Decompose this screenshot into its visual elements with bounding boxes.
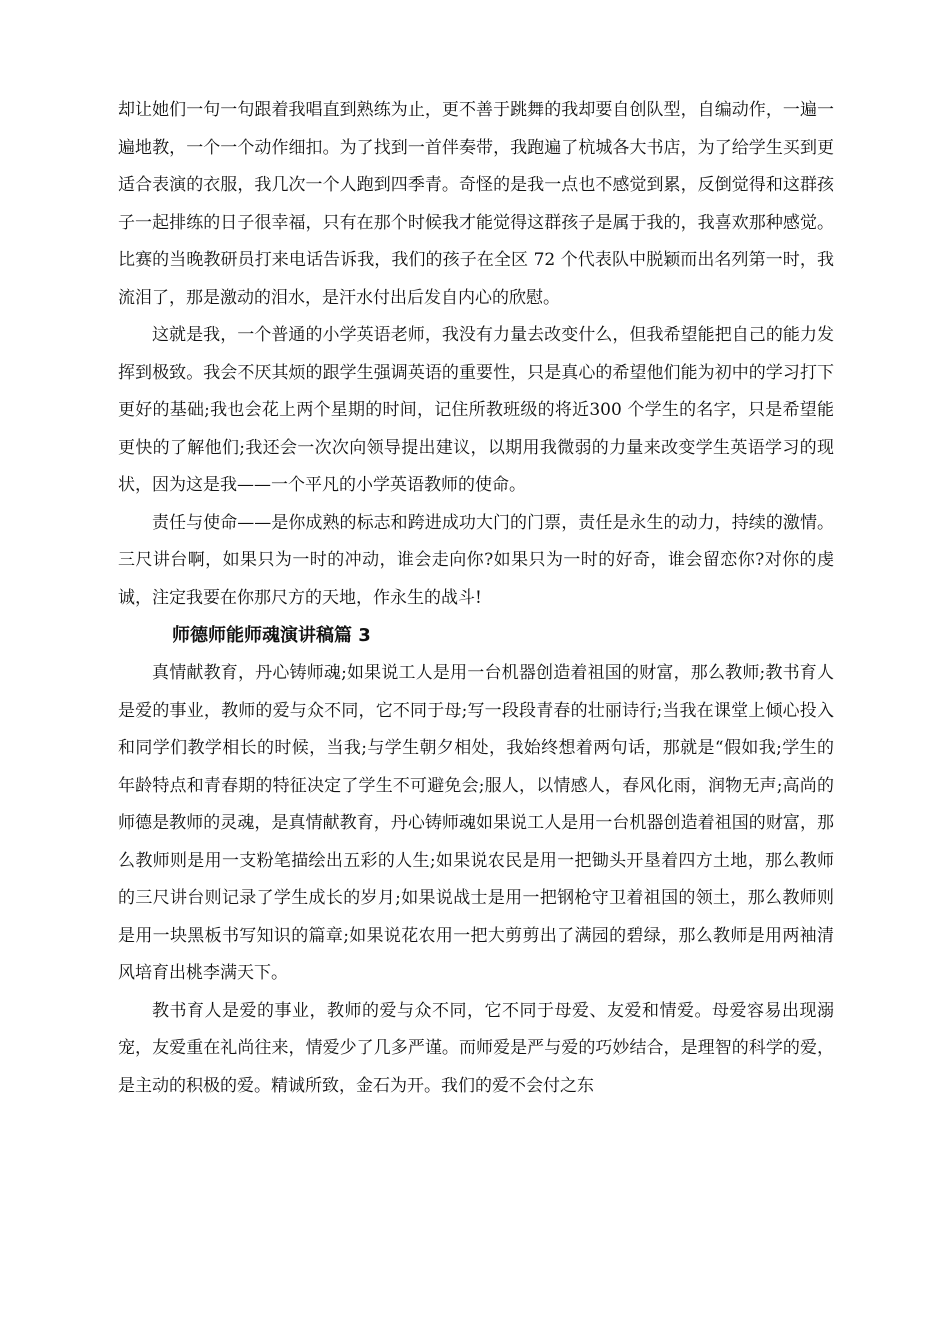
paragraph-teacher-love: 教书育人是爱的事业，教师的爱与众不同，它不同于母爱、友爱和情爱。母爱容易出现溺宠，友爱重在礼尚往来，情爱少了几多严谨。而师爱是严与爱的巧妙结合，是理智的科学的爱，是主动的积极的爱。精诚所致，金石为开。我们的爱不会付之东 bbox=[118, 1000, 834, 1096]
section-heading: 师德师能师魂演讲稿篇 3 bbox=[172, 625, 371, 646]
paragraph-responsibility: 责任与使命——是你成熟的标志和跨进成功大门的门票，责任是永生的动力，持续的激情。三尺讲台啊，如果只为一时的冲动，谁会走向你?如果只为一时的好奇，谁会留恋你?对你的虔诚，注定我要在你那尺方的天地，作永生的战斗! bbox=[118, 512, 834, 608]
document-page bbox=[118, 92, 834, 1105]
paragraph-devotion: 真情献教育，丹心铸师魂;如果说工人是用一台机器创造着祖国的财富，那么教师;教书育人是爱的事业，教师的爱与众不同，它不同于母;写一段段青春的壮丽诗行;当我在课堂上倾心投入和同学们教学相长的时候，当我;与学生朝夕相处，我始终想着两句话，那就是“假如我;学生的年龄特点和青春期的特征决定了学生不可避免会;服人，以情感人，春风化雨，润物无声;高尚的师德是教师的灵魂，是真情献教育，丹心铸师魂如果说工人是用一台机器创造着祖国的财富，那么教师则是用一支粉笔描绘出五彩的人生;如果说农民是用一把锄头开垦着四方土地，那么教师的三尺讲台则记录了学生成长的岁月;如果说战士是用一把钢枪守卫着祖国的领土，那么教师则是用一块黑板书写知识的篇章;如果说花农用一把大剪剪出了满园的碧绿，那么教师是用两袖清风培育出桃李满天下。 bbox=[118, 663, 834, 983]
paragraph-rehearsal: 却让她们一句一句跟着我唱直到熟练为止，更不善于跳舞的我却要自创队型，自编动作，一遍一遍地教，一个一个动作细扣。为了找到一首伴奏带，我跑遍了杭城各大书店，为了给学生买到更适合表演的衣服，我几次一个人跑到四季青。奇怪的是我一点也不感觉到累，反倒觉得和这群孩子一起排练的日子很幸福，只有在那个时候我才能觉得这群孩子是属于我的，我喜欢那种感觉。比赛的当晚教研员打来电话告诉我，我们的孩子在全区 72 个代表队中脱颖而出名列第一时，我流泪了，那是激动的泪水，是汗水付出后发自内心的欣慰。 bbox=[118, 100, 834, 308]
paragraph-english-teacher: 这就是我，一个普通的小学英语老师，我没有力量去改变什么，但我希望能把自己的能力发挥到极致。我会不厌其烦的跟学生强调英语的重要性，只是真心的希望他们能为初中的学习打下更好的基础;我也会花上两个星期的时间，记住所教班级的将近300 个学生的名字，只是希望能更快的了解他们;我还会一次次向领导提出建议，以期用我微弱的力量来改变学生英语学习的现状，因为这是我——一个平凡的小学英语教师的使命。 bbox=[118, 325, 834, 495]
